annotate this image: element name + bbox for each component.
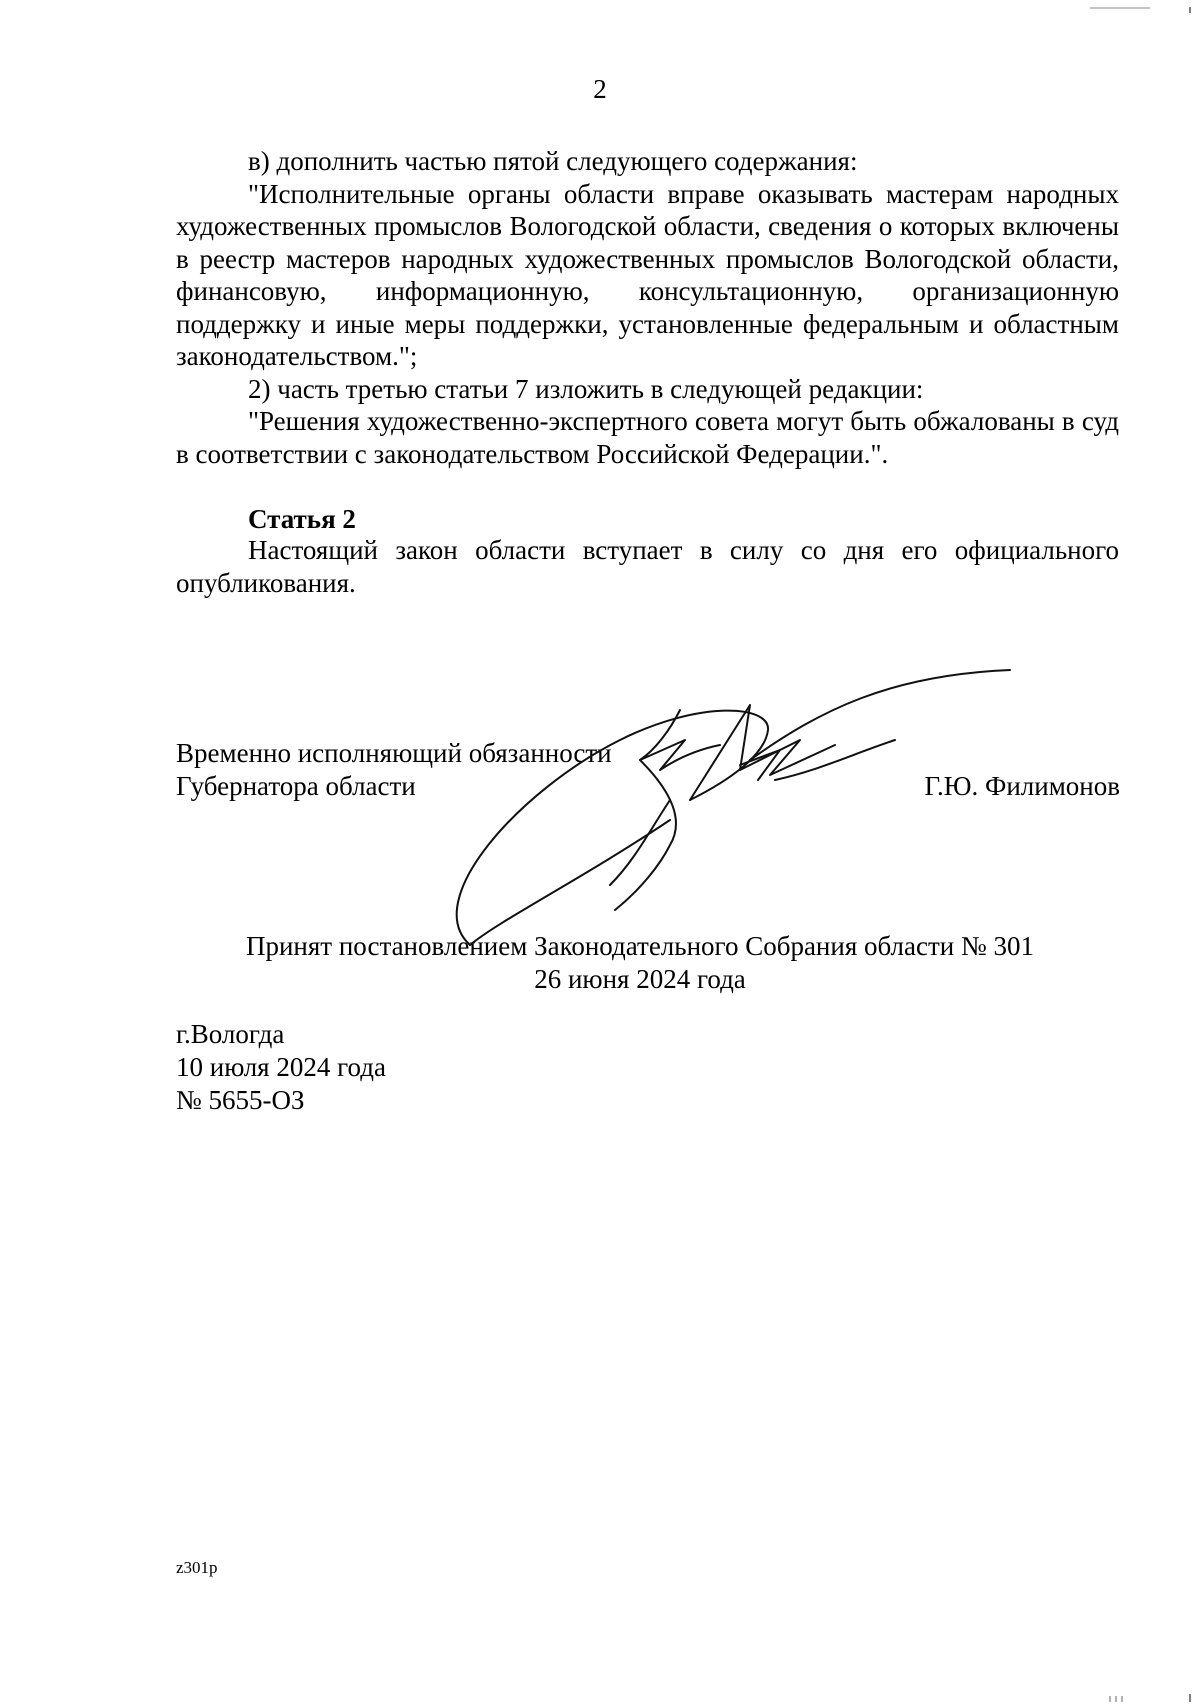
signatory-name: Г.Ю. Филимонов: [924, 771, 1120, 801]
amendment-paragraph: "Решения художественно-экспертного совета могут быть обжалованы в суд в соответствии с законодательством Российской Федерации.".: [176, 406, 1119, 469]
amendment-paragraph: в) дополнить частью пятой следующего содержания:: [248, 146, 858, 176]
scan-edge-mark: [1100, 1689, 1200, 1697]
law-number: № 5655-ОЗ: [176, 1085, 305, 1115]
signatory-title-line: Временно исполняющий обязанности: [176, 738, 612, 768]
amendment-paragraph: 2) часть третью статьи 7 изложить в следующей редакции:: [248, 373, 924, 404]
article-paragraph: Настоящий закон области вступает в силу со дня его официального опубликования.: [176, 535, 1119, 598]
document-code: z301p: [176, 1558, 218, 1577]
scan-edge-mark: [1090, 0, 1200, 6]
handwritten-signature: [440, 650, 1040, 950]
adoption-line: Принят постановлением Законодательного Собрания области № 301: [245, 931, 1035, 961]
article-heading: Статья 2: [248, 504, 356, 534]
adoption-date: 26 июня 2024 года: [534, 964, 746, 994]
signing-date: 10 июля 2024 года: [176, 1052, 386, 1082]
article-text: [176, 534, 1119, 599]
page-number: 2: [593, 74, 607, 104]
place-date-number: [176, 1018, 386, 1117]
amendment-paragraph: "Исполнительные органы области вправе оказывать мастерам народных художественных промыслов Вологодской области, сведения о которых включены в реестр мастеров народных художественных промыслов Вологодской области, финансовую, информационную, консультационную, организационную поддержку и иные меры поддержки, установленные федеральным и областным законодательством.";: [176, 178, 1119, 371]
signatory-title-line: Губернатора области: [176, 771, 416, 801]
city: г.Вологда: [176, 1019, 285, 1049]
amendments-text: [176, 145, 1119, 470]
